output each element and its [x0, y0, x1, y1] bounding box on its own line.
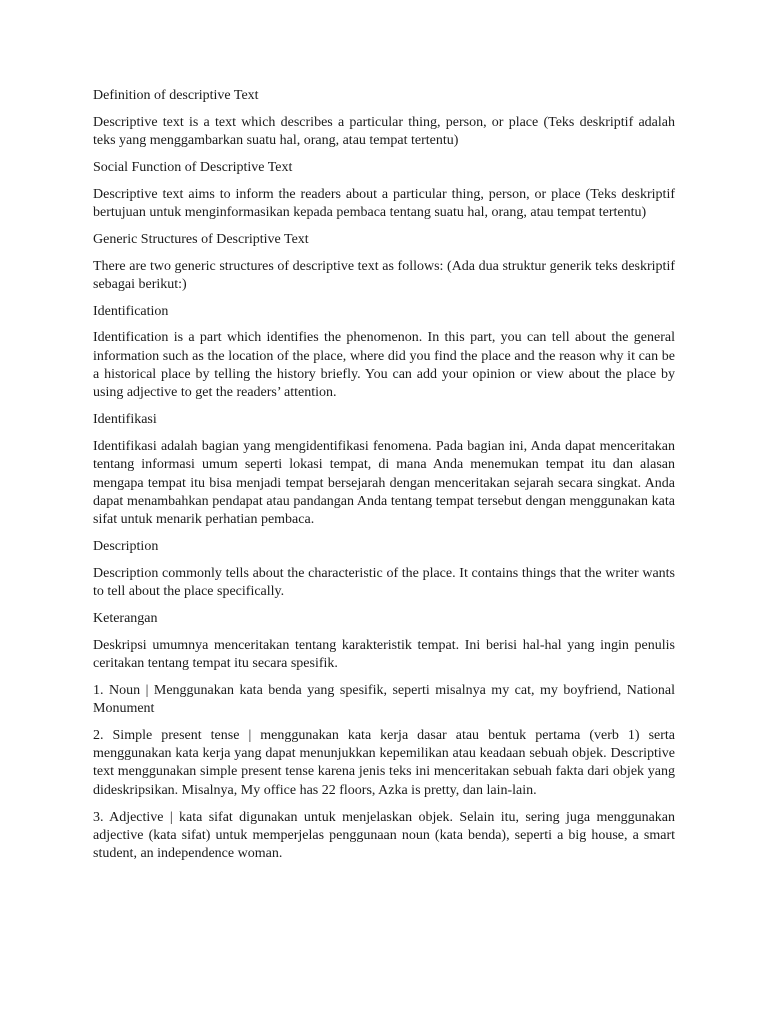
section-heading-social-function: Social Function of Descriptive Text [93, 159, 293, 175]
paragraph-description: Description commonly tells about the characteristic of the place. It contains things that the writer wants to tell about the place specifically. [93, 565, 675, 600]
section-heading-generic-structures: Generic Structures of Descriptive Text [93, 231, 309, 247]
section-heading-identification: Identification [93, 303, 169, 319]
section-heading-description: Description [93, 538, 159, 554]
paragraph-definition: Descriptive text is a text which describes a particular thing, person, or place (Teks deskriptif adalah teks yang menggambarkan suatu hal, orang, atau tempat tertentu) [93, 114, 675, 149]
section-heading-definition: Definition of descriptive Text [93, 88, 259, 103]
list-item-noun: 1. Noun | Menggunakan kata benda yang spesifik, seperti misalnya my cat, my boyfriend, National Monument [93, 682, 675, 717]
paragraph-generic-structures: There are two generic structures of descriptive text as follows: (Ada dua struktur generik teks deskriptif sebagai berikut:) [93, 258, 675, 292]
paragraph-social-function: Descriptive text aims to inform the readers about a particular thing, person, or place (Teks deskriptif bertujuan untuk menginformasikan kepada pembaca tentang suatu hal, orang, atau tempat tertentu) [93, 186, 675, 220]
paragraph-identification: Identification is a part which identifies the phenomenon. In this part, you can tell about the general information such as the location of the place, where did you find the place and the reason why it can be a historical place by telling the history briefly. You can add your opinion or view about the place by using adjective to get the readers’ attention. [93, 330, 675, 401]
paragraph-identifikasi: Identifikasi adalah bagian yang mengidentifikasi fenomena. Pada bagian ini, Anda dapat menceritakan tentang informasi umum seperti lokasi tempat, di mana Anda menemukan tempat itu dan alasan mengapa tempat itu bisa menjadi tempat bersejarah dengan menceritakan sejarah secara singkat. Anda dapat menambahkan pendapat atau pandangan Anda tentang tempat tersebut dengan menggunakan kata sifat untuk menarik perhatian pembaca. [93, 438, 675, 528]
section-heading-keterangan: Keterangan [93, 610, 158, 626]
list-item-simple-present-tense: 2. Simple present tense | menggunakan kata kerja dasar atau bentuk pertama (verb 1) serta menggunakan kata kerja yang dapat menunjukkan kepemilikan atau keadaan sebuah objek. Descriptive text menggunakan simple present tense karena jenis teks ini menceritakan sebuah fakta dari objek yang dideskripsikan. Misalnya, My office has 22 floors, Azka is pretty, dan lain-lain. [93, 727, 675, 798]
paragraph-keterangan: Deskripsi umumnya menceritakan tentang karakteristik tempat. Ini berisi hal-hal yang ingin penulis ceritakan tentang tempat itu secara spesifik. [93, 637, 675, 671]
document-page [93, 87, 675, 872]
section-heading-identifikasi: Identifikasi [93, 412, 157, 428]
list-item-adjective: 3. Adjective | kata sifat digunakan untuk menjelaskan objek. Selain itu, sering juga menggunakan adjective (kata sifat) untuk memperjelas penggunaan noun (kata benda), seperti a big house, a smart student, an independence woman. [93, 809, 675, 862]
